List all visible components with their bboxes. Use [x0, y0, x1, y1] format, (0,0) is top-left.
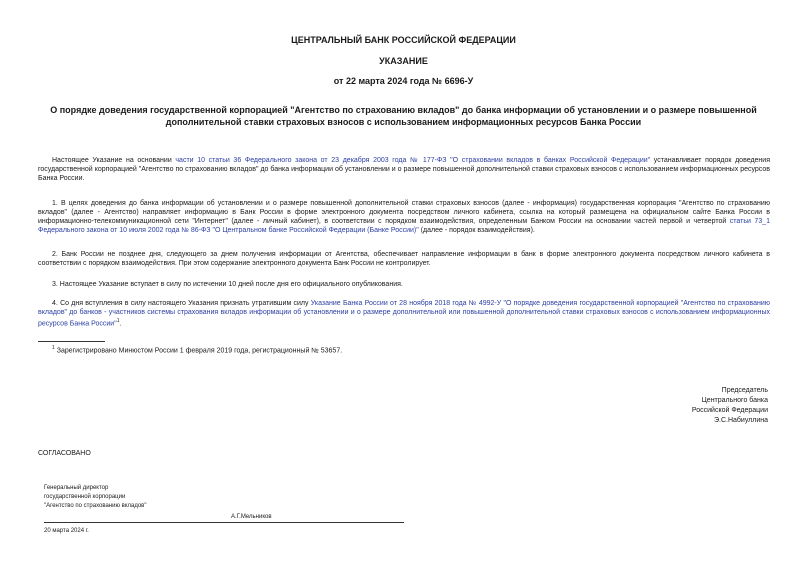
- intro-paragraph: [38, 156, 770, 183]
- footnote-reference[interactable]: 1: [116, 318, 120, 324]
- agreed-position-3: "Агентство по страхованию вкладов": [44, 503, 147, 509]
- footnote: [52, 344, 342, 355]
- agreed-position-1: Генеральный директор: [44, 485, 109, 491]
- agreed-position-2: государственной корпорации: [44, 494, 126, 500]
- intro-text-before: Настоящее Указание на основании: [52, 157, 176, 164]
- footnote-mark: 1: [52, 345, 55, 351]
- agreed-signatory-block: [44, 484, 147, 511]
- p2-text: 2. Банк России не позднее дня, следующего за днем получения информации от Агентства, обеспечивает направление информации в банк в форме электронного документа посредством личного кабинета в соответствии с порядком взаимодействия. При этом содержание электронного документа Банк России не контролирует.: [38, 251, 770, 267]
- order-4992-link[interactable]: Указание Банка России от 28 ноября 2018 года № 4992-У "О порядке доведения государственной корпорацией "Агентство по страхованию вкладов" до банков - участников системы страхования вкладов информации об установлении и о размере дополнительной или повышенной дополнительной ставки страховых взносов с использованием информационных ресурсов Банка России": [38, 300, 770, 328]
- intro-text-after: устанавливает порядок доведения государственной корпорацией "Агентство по страхованию вкладов" до банка информации об установлении и о размере повышенной дополнительной ставки страховых взносов с использованием информационных ресурсов Банка России.: [38, 157, 770, 182]
- paragraph-2: [38, 250, 770, 268]
- law-177-link[interactable]: части 10 статьи 36 Федерального закона от 23 декабря 2003 года № 177-ФЗ "О страховании вкладов в банках Российской Федерации": [175, 157, 651, 164]
- chairman-signature-block: [692, 386, 768, 426]
- footnote-divider: [38, 341, 105, 342]
- document-title: [30, 104, 777, 128]
- agreed-signature-line: [44, 522, 404, 523]
- paragraph-3: [38, 280, 770, 289]
- bank-name: ЦЕНТРАЛЬНЫЙ БАНК РОССИЙСКОЙ ФЕДЕРАЦИИ: [291, 35, 516, 45]
- p4-text-before: 4. Со дня вступления в силу настоящего Указания признать утратившим силу: [52, 300, 311, 307]
- p4-text-after: .: [119, 320, 122, 328]
- title-line-2: дополнительной ставки страховых взносов с использованием информационных ресурсов Банка России: [165, 117, 642, 127]
- agreed-label: СОГЛАСОВАНО: [38, 450, 91, 457]
- law-86-link[interactable]: статьи 73_1 Федерального закона от 10 июля 2002 года № 86-ФЗ "О Центральном банке Российской Федерации (Банке России)": [38, 218, 771, 234]
- document-type: УКАЗАНИЕ: [379, 56, 428, 66]
- p1-text-after: (далее - порядок взаимодействия).: [418, 227, 535, 234]
- signatory-name: Э.С.Набиуллина: [713, 417, 768, 424]
- p3-text: 3. Настоящее Указание вступает в силу по истечении 10 дней после дня его официального опубликования.: [52, 281, 403, 288]
- paragraph-1: [38, 199, 770, 235]
- agreed-date: 20 марта 2024 г.: [44, 528, 89, 534]
- footnote-text: Зарегистрировано Минюстом России 1 февраля 2019 года, регистрационный № 53657.: [54, 347, 343, 355]
- signatory-position-1: Председатель: [721, 387, 768, 394]
- title-line-1: О порядке доведения государственной корпорацией "Агентство по страхованию вкладов" до банка информации об установлении и о размере повышенной: [50, 105, 757, 115]
- paragraph-4: [38, 299, 770, 328]
- agreed-signatory-name: А.Г.Мельников: [231, 514, 272, 520]
- p1-text-before: 1. В целях доведения до банка информации об установлении и о размере повышенной дополнительной ставки страховых взносов (далее - информация) государственная корпорация "Агентство по страхованию вкладов" (далее - Агентство) направляет информацию в Банк России в форме электронного документа посредством личного кабинета, ссылка на который размещена на официальном сайте Банка России в информационно-телекоммуникационной сети "Интернет" (далее - личный кабинет), в соответствии с порядком взаимодействия, определенным Банком России на основании частей первой и четвертой: [38, 200, 770, 225]
- signatory-position-2: Центрального банка: [701, 397, 768, 404]
- signatory-position-3: Российской Федерации: [691, 407, 768, 414]
- document-date-number: от 22 марта 2024 года № 6696-У: [333, 76, 474, 86]
